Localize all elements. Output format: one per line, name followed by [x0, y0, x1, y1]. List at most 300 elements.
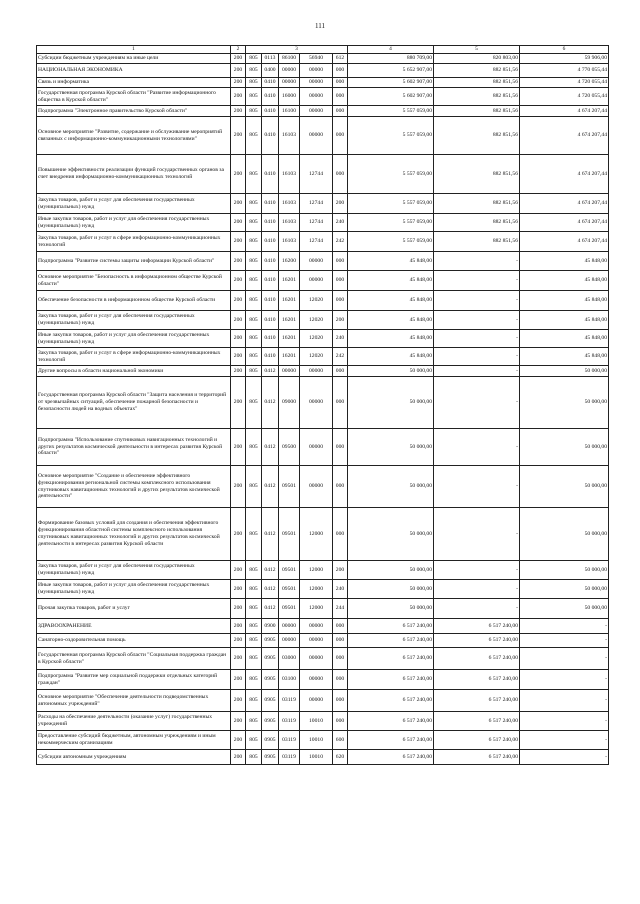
amount-executed: -	[434, 561, 520, 580]
code-direction: 00000	[300, 117, 333, 155]
code-expense-type: 240	[333, 580, 348, 599]
code-grbs: 200	[231, 634, 246, 648]
table-row	[37, 377, 609, 429]
code-grbs: 200	[231, 619, 246, 634]
row-name: Формирование базовых условий для создания и обеспечения эффективного функционирования областной системы комплексного использования спутниковых навигационных технологий и других результатов космической деятельности в интересах развития Курской области	[37, 508, 231, 561]
table-row	[37, 117, 609, 155]
amount-plan: 45 848,00	[348, 311, 434, 330]
code-section: 0905	[262, 690, 279, 712]
code-grbs: 200	[231, 348, 246, 366]
code-direction: 12000	[300, 508, 333, 561]
table-row	[37, 750, 609, 765]
amount-executed: -	[434, 291, 520, 311]
table-row	[37, 214, 609, 232]
code-grbs: 200	[231, 271, 246, 291]
table-row	[37, 232, 609, 252]
code-direction: 12744	[300, 214, 333, 232]
code-direction: 00000	[300, 271, 333, 291]
table-row	[37, 271, 609, 291]
code-grbs: 200	[231, 429, 246, 466]
code-expense-type: 000	[333, 78, 348, 88]
amount-executed: 6 517 240,00	[434, 750, 520, 765]
row-name: Обеспечение безопасности в информационном обществе Курской области	[37, 291, 231, 311]
code-program: 16103	[279, 214, 300, 232]
code-grbs: 200	[231, 64, 246, 78]
code-admin: 805	[246, 619, 262, 634]
row-name: Субсидии бюджетным учреждениям на иные цели	[37, 54, 231, 64]
code-direction: 00000	[300, 619, 333, 634]
code-expense-type: 242	[333, 232, 348, 252]
code-expense-type: 244	[333, 599, 348, 619]
amount-plan: 6 517 240,00	[348, 648, 434, 670]
code-grbs: 200	[231, 731, 246, 750]
amount-executed: 6 517 240,00	[434, 648, 520, 670]
code-expense-type: 200	[333, 311, 348, 330]
amount-plan: 5 602 907,00	[348, 78, 434, 88]
amount-plan: 880 709,00	[348, 54, 434, 64]
amount-remaining: 45 848,00	[520, 330, 609, 348]
code-program: 09501	[279, 599, 300, 619]
code-admin: 805	[246, 429, 262, 466]
code-grbs: 200	[231, 117, 246, 155]
code-admin: 805	[246, 271, 262, 291]
code-expense-type: 000	[333, 155, 348, 194]
code-direction: 00000	[300, 648, 333, 670]
code-grbs: 200	[231, 599, 246, 619]
code-direction: 12020	[300, 348, 333, 366]
row-name: Расходы на обеспечение деятельности (оказание услуг) государственных учреждений	[37, 712, 231, 731]
code-program: 16200	[279, 252, 300, 271]
code-expense-type: 000	[333, 690, 348, 712]
code-program: 03119	[279, 731, 300, 750]
amount-executed: 882 851,56	[434, 232, 520, 252]
code-expense-type: 000	[333, 466, 348, 508]
code-program: 09500	[279, 429, 300, 466]
row-name: Государственная программа Курской области "Защита населения и территорий от чрезвычайных ситуаций, обеспечение пожарной безопасности и безопасности людей на водных объектах"	[37, 377, 231, 429]
code-program: 16201	[279, 330, 300, 348]
code-admin: 805	[246, 88, 262, 106]
table-row	[37, 366, 609, 377]
code-grbs: 200	[231, 311, 246, 330]
row-name: Основное мероприятие "Обеспечение деятельности подведомственных автономных учреждений"	[37, 690, 231, 712]
row-name: Иные закупки товаров, работ и услуг для обеспечения государственных (муниципальных) нужд	[37, 330, 231, 348]
code-section: 0410	[262, 311, 279, 330]
code-admin: 805	[246, 194, 262, 214]
code-program: 00000	[279, 366, 300, 377]
row-name: Связь и информатика	[37, 78, 231, 88]
code-expense-type: 242	[333, 348, 348, 366]
code-program: 00000	[279, 634, 300, 648]
code-program: 09501	[279, 466, 300, 508]
amount-remaining: 50 000,00	[520, 429, 609, 466]
row-name: Закупка товаров, работ и услуг для обеспечения государственных (муниципальных) нужд	[37, 194, 231, 214]
code-admin: 805	[246, 64, 262, 78]
amount-remaining: 45 848,00	[520, 311, 609, 330]
code-expense-type: 000	[333, 429, 348, 466]
code-section: 0412	[262, 366, 279, 377]
header-col-3: 3	[246, 46, 348, 54]
code-grbs: 200	[231, 194, 246, 214]
code-program: 16201	[279, 311, 300, 330]
amount-remaining: 50 000,00	[520, 366, 609, 377]
code-expense-type: 612	[333, 54, 348, 64]
code-grbs: 200	[231, 78, 246, 88]
amount-executed: 6 517 240,00	[434, 619, 520, 634]
table-row	[37, 690, 609, 712]
amount-plan: 6 517 240,00	[348, 670, 434, 690]
code-direction: 00000	[300, 634, 333, 648]
amount-remaining: 4 674 207,44	[520, 117, 609, 155]
amount-remaining: -	[520, 619, 609, 634]
code-admin: 805	[246, 466, 262, 508]
code-section: 0900	[262, 619, 279, 634]
table-row	[37, 194, 609, 214]
code-grbs: 200	[231, 561, 246, 580]
amount-remaining: 50 000,00	[520, 580, 609, 599]
code-admin: 805	[246, 580, 262, 599]
code-direction: 00000	[300, 106, 333, 117]
amount-remaining: -	[520, 670, 609, 690]
amount-plan: 50 000,00	[348, 429, 434, 466]
amount-executed: 882 851,56	[434, 64, 520, 78]
code-section: 0412	[262, 599, 279, 619]
amount-executed: 6 517 240,00	[434, 690, 520, 712]
code-expense-type: 000	[333, 117, 348, 155]
amount-plan: 5 557 059,00	[348, 106, 434, 117]
header-col-2: 2	[231, 46, 246, 54]
code-grbs: 200	[231, 214, 246, 232]
code-section: 0400	[262, 64, 279, 78]
amount-plan: 50 000,00	[348, 466, 434, 508]
code-admin: 805	[246, 252, 262, 271]
amount-executed: 882 851,56	[434, 155, 520, 194]
code-admin: 805	[246, 311, 262, 330]
amount-plan: 50 000,00	[348, 508, 434, 561]
amount-executed: -	[434, 466, 520, 508]
amount-remaining: 45 848,00	[520, 252, 609, 271]
code-expense-type: 000	[333, 712, 348, 731]
code-direction: 00000	[300, 670, 333, 690]
amount-remaining: 4 674 207,44	[520, 214, 609, 232]
amount-executed: 6 517 240,00	[434, 634, 520, 648]
code-program: 16103	[279, 194, 300, 214]
amount-executed: 882 851,56	[434, 214, 520, 232]
code-grbs: 200	[231, 750, 246, 765]
code-program: 09000	[279, 377, 300, 429]
amount-remaining: -	[520, 750, 609, 765]
row-name: Основное мероприятие "Развитие, содержание и обслуживание мероприятий связанных с информационно-коммуникационными технологиями"	[37, 117, 231, 155]
code-direction: 12744	[300, 194, 333, 214]
amount-plan: 5 557 059,00	[348, 117, 434, 155]
row-name: Закупка товаров, работ и услуг для обеспечения государственных (муниципальных) нужд	[37, 311, 231, 330]
row-name: Иные закупки товаров, работ и услуг для обеспечения государственных (муниципальных) нужд	[37, 580, 231, 599]
code-program: 03119	[279, 750, 300, 765]
header-col-1: 1	[37, 46, 231, 54]
table-row	[37, 78, 609, 88]
code-program: 16201	[279, 271, 300, 291]
table-row	[37, 429, 609, 466]
code-grbs: 200	[231, 580, 246, 599]
amount-plan: 6 517 240,00	[348, 634, 434, 648]
amount-plan: 50 000,00	[348, 377, 434, 429]
code-section: 0410	[262, 291, 279, 311]
code-admin: 805	[246, 731, 262, 750]
amount-remaining: -	[520, 634, 609, 648]
table-row	[37, 64, 609, 78]
budget-table	[36, 45, 609, 765]
code-program: 86100	[279, 54, 300, 64]
header-row	[37, 46, 609, 54]
amount-executed: -	[434, 271, 520, 291]
amount-remaining: -	[520, 731, 609, 750]
code-expense-type: 000	[333, 619, 348, 634]
amount-executed: -	[434, 377, 520, 429]
amount-plan: 45 848,00	[348, 252, 434, 271]
code-program: 09501	[279, 580, 300, 599]
code-direction: 00000	[300, 78, 333, 88]
amount-plan: 50 000,00	[348, 580, 434, 599]
code-program: 16201	[279, 348, 300, 366]
amount-plan: 5 602 907,00	[348, 88, 434, 106]
code-expense-type: 000	[333, 271, 348, 291]
amount-remaining: 4 674 207,44	[520, 155, 609, 194]
code-admin: 805	[246, 330, 262, 348]
code-grbs: 200	[231, 330, 246, 348]
code-section: 0410	[262, 88, 279, 106]
amount-plan: 50 000,00	[348, 561, 434, 580]
table-row	[37, 466, 609, 508]
code-program: 16100	[279, 106, 300, 117]
row-name: Государственная программа Курской области "Социальная поддержка граждан в Курской области"	[37, 648, 231, 670]
table-row	[37, 561, 609, 580]
row-name: Другие вопросы в области национальной экономики	[37, 366, 231, 377]
code-grbs: 200	[231, 508, 246, 561]
code-admin: 805	[246, 214, 262, 232]
row-name: Прочая закупка товаров, работ и услуг	[37, 599, 231, 619]
amount-remaining: 45 848,00	[520, 271, 609, 291]
table-row	[37, 106, 609, 117]
code-admin: 805	[246, 750, 262, 765]
code-direction: 12744	[300, 155, 333, 194]
amount-remaining: 45 848,00	[520, 348, 609, 366]
row-name: НАЦИОНАЛЬНАЯ ЭКОНОМИКА	[37, 64, 231, 78]
code-expense-type: 000	[333, 366, 348, 377]
row-name: Закупка товаров, работ и услуг в сфере информационно-коммуникационных технологий	[37, 348, 231, 366]
code-section: 0410	[262, 155, 279, 194]
code-admin: 805	[246, 291, 262, 311]
code-admin: 805	[246, 712, 262, 731]
table-row	[37, 731, 609, 750]
code-expense-type: 000	[333, 64, 348, 78]
code-section: 0410	[262, 232, 279, 252]
amount-plan: 45 848,00	[348, 330, 434, 348]
amount-plan: 6 517 240,00	[348, 750, 434, 765]
amount-executed: 882 851,56	[434, 88, 520, 106]
code-section: 0113	[262, 54, 279, 64]
row-name: Санаторно-оздоровительная помощь	[37, 634, 231, 648]
amount-executed: -	[434, 508, 520, 561]
code-admin: 805	[246, 634, 262, 648]
amount-executed: -	[434, 330, 520, 348]
code-grbs: 200	[231, 690, 246, 712]
code-direction: 00000	[300, 64, 333, 78]
code-admin: 805	[246, 54, 262, 64]
code-grbs: 200	[231, 712, 246, 731]
code-section: 0410	[262, 194, 279, 214]
code-admin: 805	[246, 117, 262, 155]
code-expense-type: 240	[333, 330, 348, 348]
amount-remaining: 4 674 207,44	[520, 106, 609, 117]
amount-remaining: 4 674 207,44	[520, 232, 609, 252]
amount-remaining: 4 720 055,44	[520, 78, 609, 88]
code-direction: 00000	[300, 88, 333, 106]
table-row	[37, 619, 609, 634]
row-name: Предоставление субсидий бюджетным, автономным учреждениям и иным некоммерческим организациям	[37, 731, 231, 750]
code-direction: 12020	[300, 291, 333, 311]
code-program: 16201	[279, 291, 300, 311]
amount-executed: 882 851,56	[434, 194, 520, 214]
amount-remaining: 50 000,00	[520, 508, 609, 561]
code-section: 0905	[262, 731, 279, 750]
amount-executed: -	[434, 311, 520, 330]
code-admin: 805	[246, 690, 262, 712]
code-admin: 805	[246, 348, 262, 366]
code-expense-type: 000	[333, 634, 348, 648]
code-expense-type: 200	[333, 561, 348, 580]
code-program: 16103	[279, 155, 300, 194]
table-row	[37, 291, 609, 311]
code-direction: 00000	[300, 429, 333, 466]
amount-plan: 5 652 907,00	[348, 64, 434, 78]
code-admin: 805	[246, 78, 262, 88]
amount-remaining: 50 000,00	[520, 561, 609, 580]
table-row	[37, 712, 609, 731]
code-direction: 56940	[300, 54, 333, 64]
code-admin: 805	[246, 561, 262, 580]
code-direction: 12744	[300, 232, 333, 252]
code-section: 0412	[262, 377, 279, 429]
code-direction: 12000	[300, 599, 333, 619]
amount-plan: 45 848,00	[348, 271, 434, 291]
amount-remaining: 50 000,00	[520, 466, 609, 508]
amount-executed: -	[434, 366, 520, 377]
table-row	[37, 580, 609, 599]
amount-remaining: 59 906,00	[520, 54, 609, 64]
code-direction: 12000	[300, 561, 333, 580]
amount-executed: 882 851,56	[434, 106, 520, 117]
page-number: 111	[315, 22, 325, 30]
code-section: 0905	[262, 670, 279, 690]
row-name: Подпрограмма "Использование спутниковых навигационных технологий и других результатов космической деятельности в интересах развития Курской области"	[37, 429, 231, 466]
row-name: Основное мероприятие "Создание и обеспечение эффективного функционирования региональной системы комплексного использования спутниковых навигационных технологий и других результатов космической деятельности"	[37, 466, 231, 508]
code-admin: 805	[246, 599, 262, 619]
code-expense-type: 240	[333, 214, 348, 232]
code-section: 0410	[262, 330, 279, 348]
code-section: 0412	[262, 466, 279, 508]
amount-plan: 5 557 059,00	[348, 232, 434, 252]
amount-executed: 6 517 240,00	[434, 670, 520, 690]
amount-executed: 6 517 240,00	[434, 731, 520, 750]
code-section: 0410	[262, 106, 279, 117]
code-direction: 00000	[300, 466, 333, 508]
code-grbs: 200	[231, 232, 246, 252]
code-program: 16000	[279, 88, 300, 106]
code-grbs: 200	[231, 252, 246, 271]
row-name: Подпрограмма "Развитие мер социальной поддержки отдельных категорий граждан"	[37, 670, 231, 690]
code-direction: 00000	[300, 690, 333, 712]
code-expense-type: 200	[333, 194, 348, 214]
table-row	[37, 599, 609, 619]
code-section: 0905	[262, 634, 279, 648]
amount-executed: 6 517 240,00	[434, 712, 520, 731]
code-section: 0412	[262, 508, 279, 561]
code-program: 03119	[279, 712, 300, 731]
row-name: Субсидии автономным учреждениям	[37, 750, 231, 765]
amount-plan: 5 557 059,00	[348, 214, 434, 232]
code-admin: 805	[246, 670, 262, 690]
code-section: 0410	[262, 348, 279, 366]
amount-remaining: 50 000,00	[520, 377, 609, 429]
code-grbs: 200	[231, 291, 246, 311]
amount-plan: 6 517 240,00	[348, 731, 434, 750]
code-grbs: 200	[231, 54, 246, 64]
amount-plan: 6 517 240,00	[348, 619, 434, 634]
code-admin: 805	[246, 232, 262, 252]
row-name: Закупка товаров, работ и услуг для обеспечения государственных (муниципальных) нужд	[37, 561, 231, 580]
table-row	[37, 634, 609, 648]
code-direction: 12020	[300, 311, 333, 330]
code-grbs: 200	[231, 377, 246, 429]
code-direction: 10010	[300, 750, 333, 765]
amount-plan: 45 848,00	[348, 291, 434, 311]
table-row	[37, 508, 609, 561]
code-expense-type: 000	[333, 377, 348, 429]
amount-executed: -	[434, 429, 520, 466]
table-row	[37, 155, 609, 194]
code-grbs: 200	[231, 88, 246, 106]
code-section: 0905	[262, 712, 279, 731]
code-expense-type: 000	[333, 106, 348, 117]
row-name: Подпрограмма "Развитие системы защиты информации Курской области"	[37, 252, 231, 271]
code-section: 0905	[262, 750, 279, 765]
code-direction: 10010	[300, 731, 333, 750]
code-section: 0410	[262, 271, 279, 291]
code-grbs: 200	[231, 466, 246, 508]
table-row	[37, 88, 609, 106]
amount-executed: 882 851,56	[434, 117, 520, 155]
code-admin: 805	[246, 648, 262, 670]
code-admin: 805	[246, 366, 262, 377]
code-section: 0410	[262, 117, 279, 155]
amount-remaining: 50 000,00	[520, 599, 609, 619]
code-grbs: 200	[231, 648, 246, 670]
code-program: 03119	[279, 690, 300, 712]
table-row	[37, 252, 609, 271]
row-name: Закупка товаров, работ и услуг в сфере информационно-коммуникационных технологий	[37, 232, 231, 252]
code-direction: 00000	[300, 377, 333, 429]
header-col-6: 6	[520, 46, 609, 54]
code-section: 0412	[262, 580, 279, 599]
row-name: Государственная программа Курской области "Развитие информационного общества в Курской области"	[37, 88, 231, 106]
code-program: 09501	[279, 508, 300, 561]
amount-remaining: -	[520, 648, 609, 670]
row-name: ЗДРАВООХРАНЕНИЕ	[37, 619, 231, 634]
amount-plan: 50 000,00	[348, 599, 434, 619]
code-admin: 805	[246, 155, 262, 194]
code-admin: 805	[246, 508, 262, 561]
amount-executed: 882 851,56	[434, 78, 520, 88]
code-program: 03000	[279, 648, 300, 670]
